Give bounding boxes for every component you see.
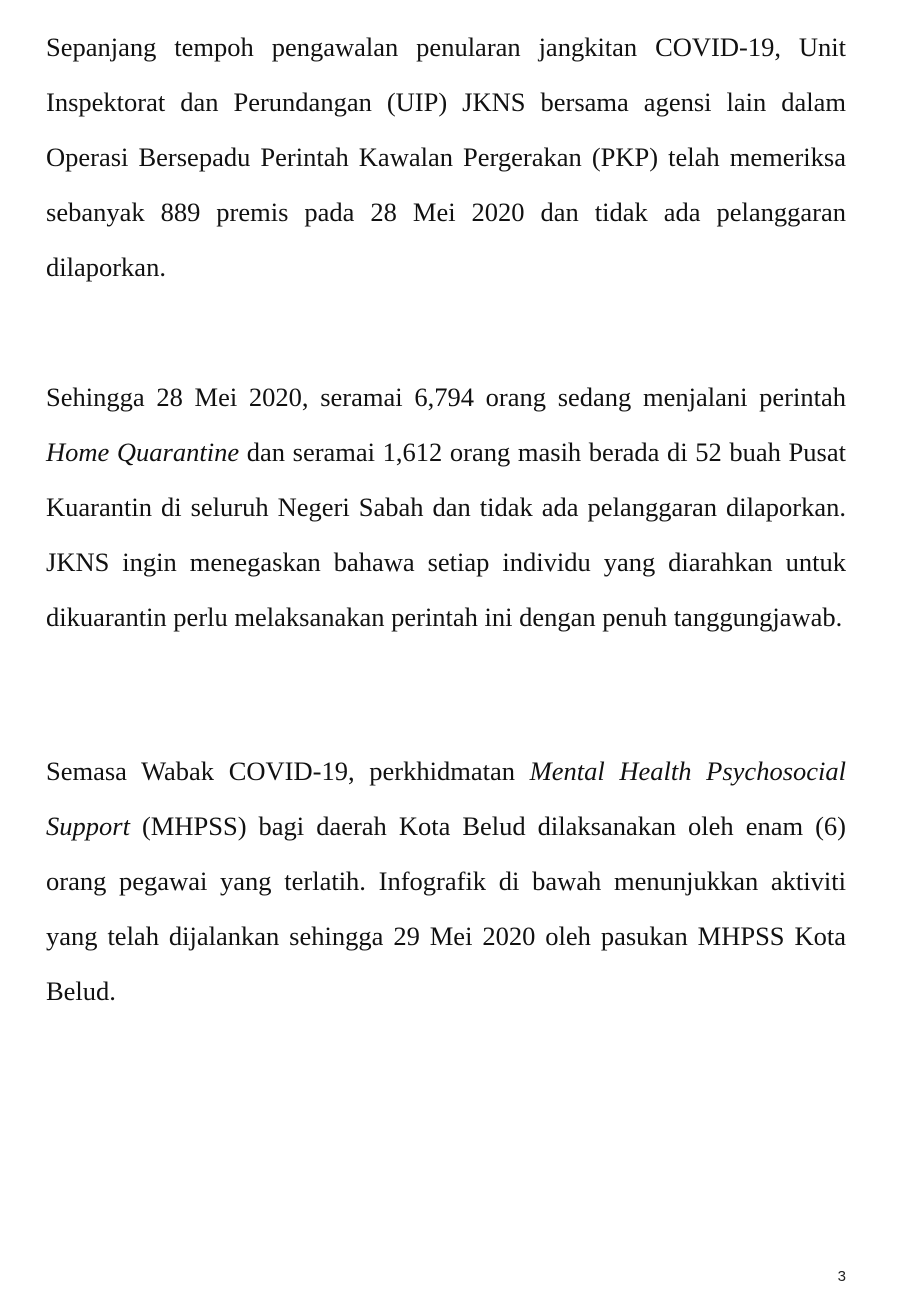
paragraph-pkp-inspection bbox=[46, 20, 846, 295]
paragraph-home-quarantine bbox=[46, 370, 846, 645]
paragraph-text: Semasa Wabak COVID-19, perkhidmatan bbox=[46, 756, 530, 786]
paragraph-text: dan seramai 1,612 orang masih berada di 52 buah Pusat Kuarantin di seluruh Negeri Sabah dan tidak ada pelanggaran dilaporkan. JKNS ingin menegaskan bahawa setiap individu yang diarahkan untuk dikuarantin perlu melaksanakan perintah ini dengan penuh tanggungjawab. bbox=[46, 437, 846, 632]
paragraph-text: Sehingga 28 Mei 2020, seramai 6,794 orang sedang menjalani perintah bbox=[46, 382, 846, 412]
italic-term-home-quarantine: Home Quarantine bbox=[46, 437, 240, 467]
page-number: 3 bbox=[837, 1268, 846, 1285]
paragraph-mhpss bbox=[46, 744, 846, 1019]
italic-term-mhpss: Mental Health Psychosocial Support bbox=[46, 756, 846, 841]
paragraph-text: Sepanjang tempoh pengawalan penularan jangkitan COVID-19, Unit Inspektorat dan Perundangan (UIP) JKNS bersama agensi lain dalam Operasi Bersepadu Perintah Kawalan Pergerakan (PKP) telah memeriksa sebanyak 889 premis pada 28 Mei 2020 dan tidak ada pelanggaran dilaporkan. bbox=[46, 32, 846, 282]
paragraph-text: (MHPSS) bagi daerah Kota Belud dilaksanakan oleh enam (6) orang pegawai yang terlatih. Infografik di bawah menunjukkan aktiviti yang telah dijalankan sehingga 29 Mei 2020 oleh pasukan MHPSS Kota Belud. bbox=[46, 811, 846, 1006]
